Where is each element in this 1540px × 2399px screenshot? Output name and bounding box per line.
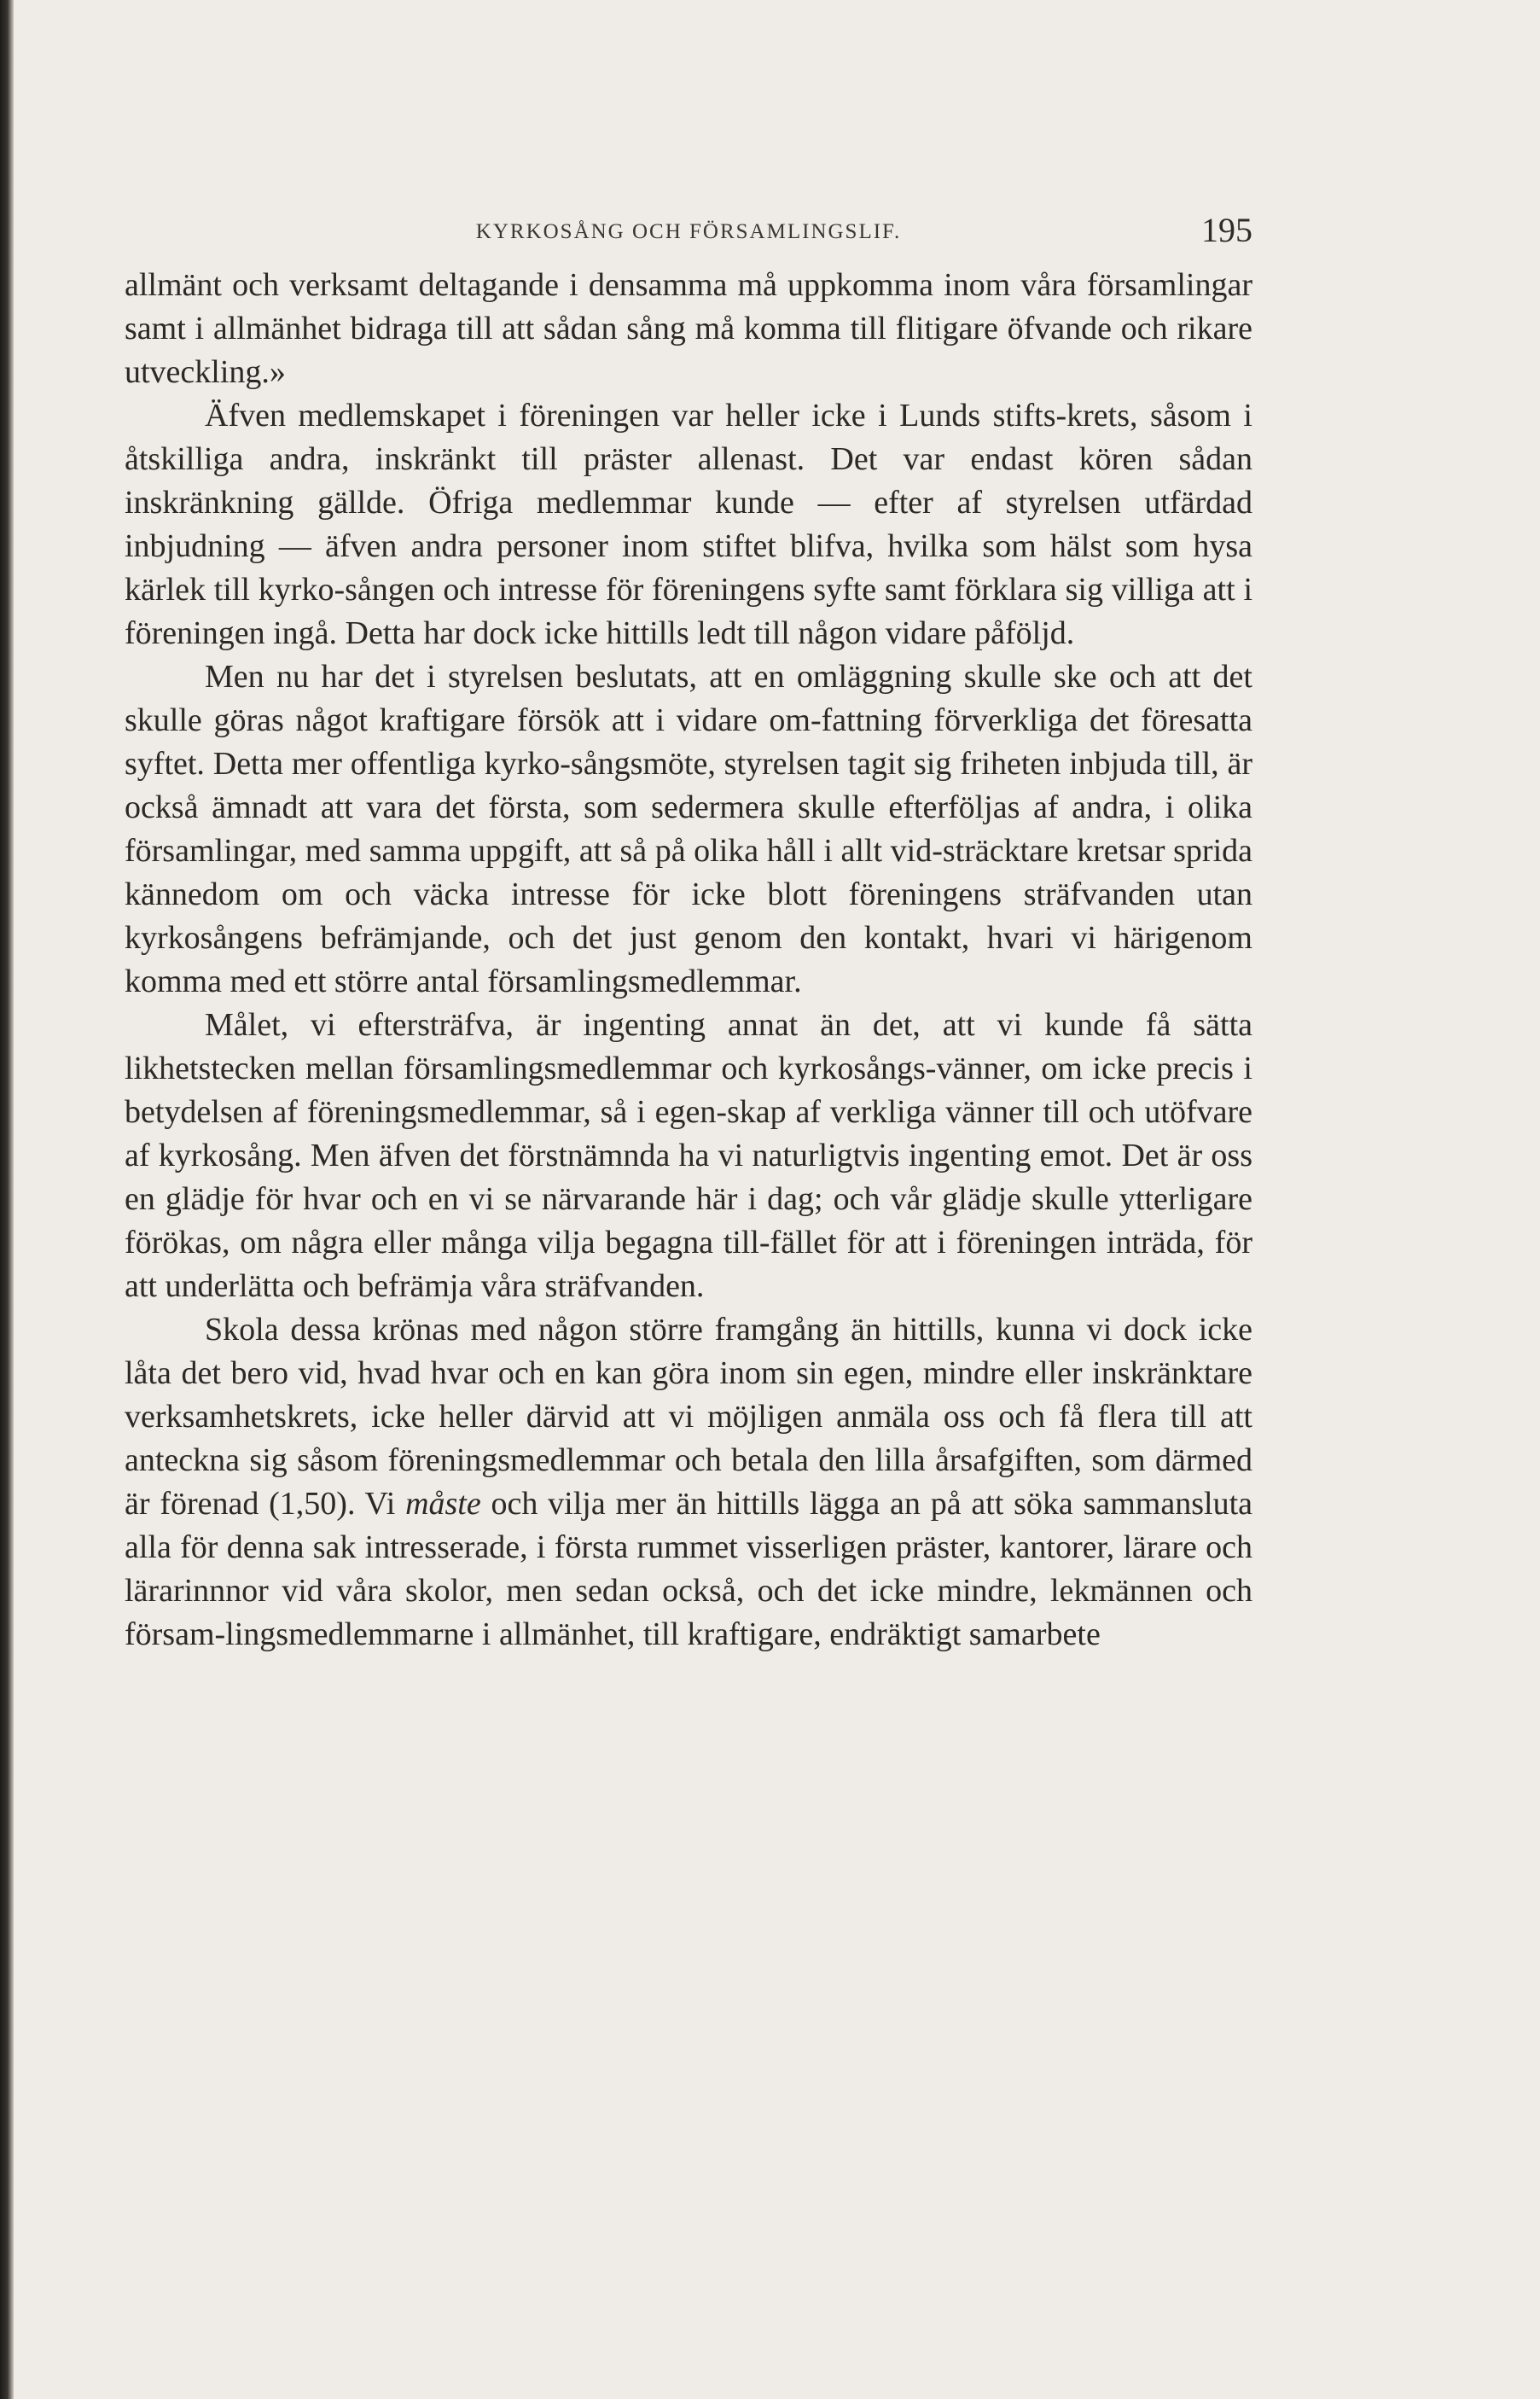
paragraph-3: Men nu har det i styrelsen beslutats, att en omläggning skulle ske och att det skulle göras något kraftigare försök att i vidare om-fattning förverkliga det föresatta syftet. Detta mer offentliga kyrko-sångsmöte, styrelsen tagit sig friheten inbjuda till, är också ämnadt att vara det första, som sedermera skulle efterföljas af andra, i olika församlingar, med samma uppgift, att så på olika håll i allt vid-sträcktare kretsar sprida kännedom om och väcka intresse för icke blott föreningens sträfvanden utan kyrkosångens befrämjande, och det just genom den kontakt, hvari vi härigenom komma med ett större antal församlingsmedlemmar.: [125, 659, 1252, 999]
paragraph-2: Äfven medlemskapet i föreningen var heller icke i Lunds stifts-krets, såsom i åtskilliga andra, inskränkt till präster allenast. Det var endast kören sådan inskränkning gällde. Öfriga medlemmar kunde — efter af styrelsen utfärdad inbjudning — äfven andra personer inom stiftet blifva, hvilka som hälst som hysa kärlek till kyrko-sången och intresse för föreningens syfte samt förklara sig villiga att i föreningen ingå. Detta har dock icke hittills ledt till någon vidare påföljd.: [125, 398, 1252, 651]
emphasized-word: måste: [405, 1486, 481, 1522]
body-text: [125, 264, 1252, 1657]
running-title: KYRKOSÅNG OCH FÖRSAMLINGSLIF.: [475, 220, 902, 243]
book-spine-shadow: [0, 0, 14, 2399]
paragraph-4: Målet, vi eftersträfva, är ingenting annat än det, att vi kunde få sätta likhetstecken mellan församlingsmedlemmar och kyrkosångs-vänner, om icke precis i betydelsen af föreningsmedlemmar, så i egen-skap af verkliga vänner till och utöfvare af kyrkosång. Men äfven det förstnämnda ha vi naturligtvis ingenting emot. Det är oss en glädje för hvar och en vi se närvarande här i dag; och vår glädje skulle ytterligare förökas, om några eller många vilja begagna till-fället för att i föreningen inträda, för att underlätta och befrämja våra sträfvanden.: [125, 1007, 1252, 1304]
running-head: [125, 211, 1252, 249]
paragraph-1: allmänt och verksamt deltagande i densamma må uppkomma inom våra församlingar samt i allmänhet bidraga till att sådan sång må komma till flitigare öfvande och rikare utveckling.»: [125, 267, 1252, 390]
book-page: [125, 0, 1252, 2399]
paragraph-5: [125, 1308, 1252, 1657]
page-number: 195: [1201, 211, 1252, 249]
paragraph-5-part-1: Skola dessa krönas med någon större framgång än hittills, kunna vi dock icke låta det bero vid, hvad hvar och en kan göra inom sin egen, mindre eller inskränktare verksamhetskrets, icke heller därvid att vi möjligen anmäla oss och få flera till att anteckna sig såsom föreningsmedlemmar och betala den lilla årsafgiften, som därmed är förenad (1,50). Vi: [125, 1312, 1252, 1522]
paragraph-5-part-2: och vilja mer än hittills lägga an på att söka sammansluta alla för denna sak intresserade, i första rummet visserligen präster, kantorer, lärare och lärarinnnor vid våra skolor, men sedan också, och det icke mindre, lekmännen och försam-lingsmedlemmarne i allmänhet, till kraftigare, endräktigt samarbete: [125, 1486, 1253, 1652]
